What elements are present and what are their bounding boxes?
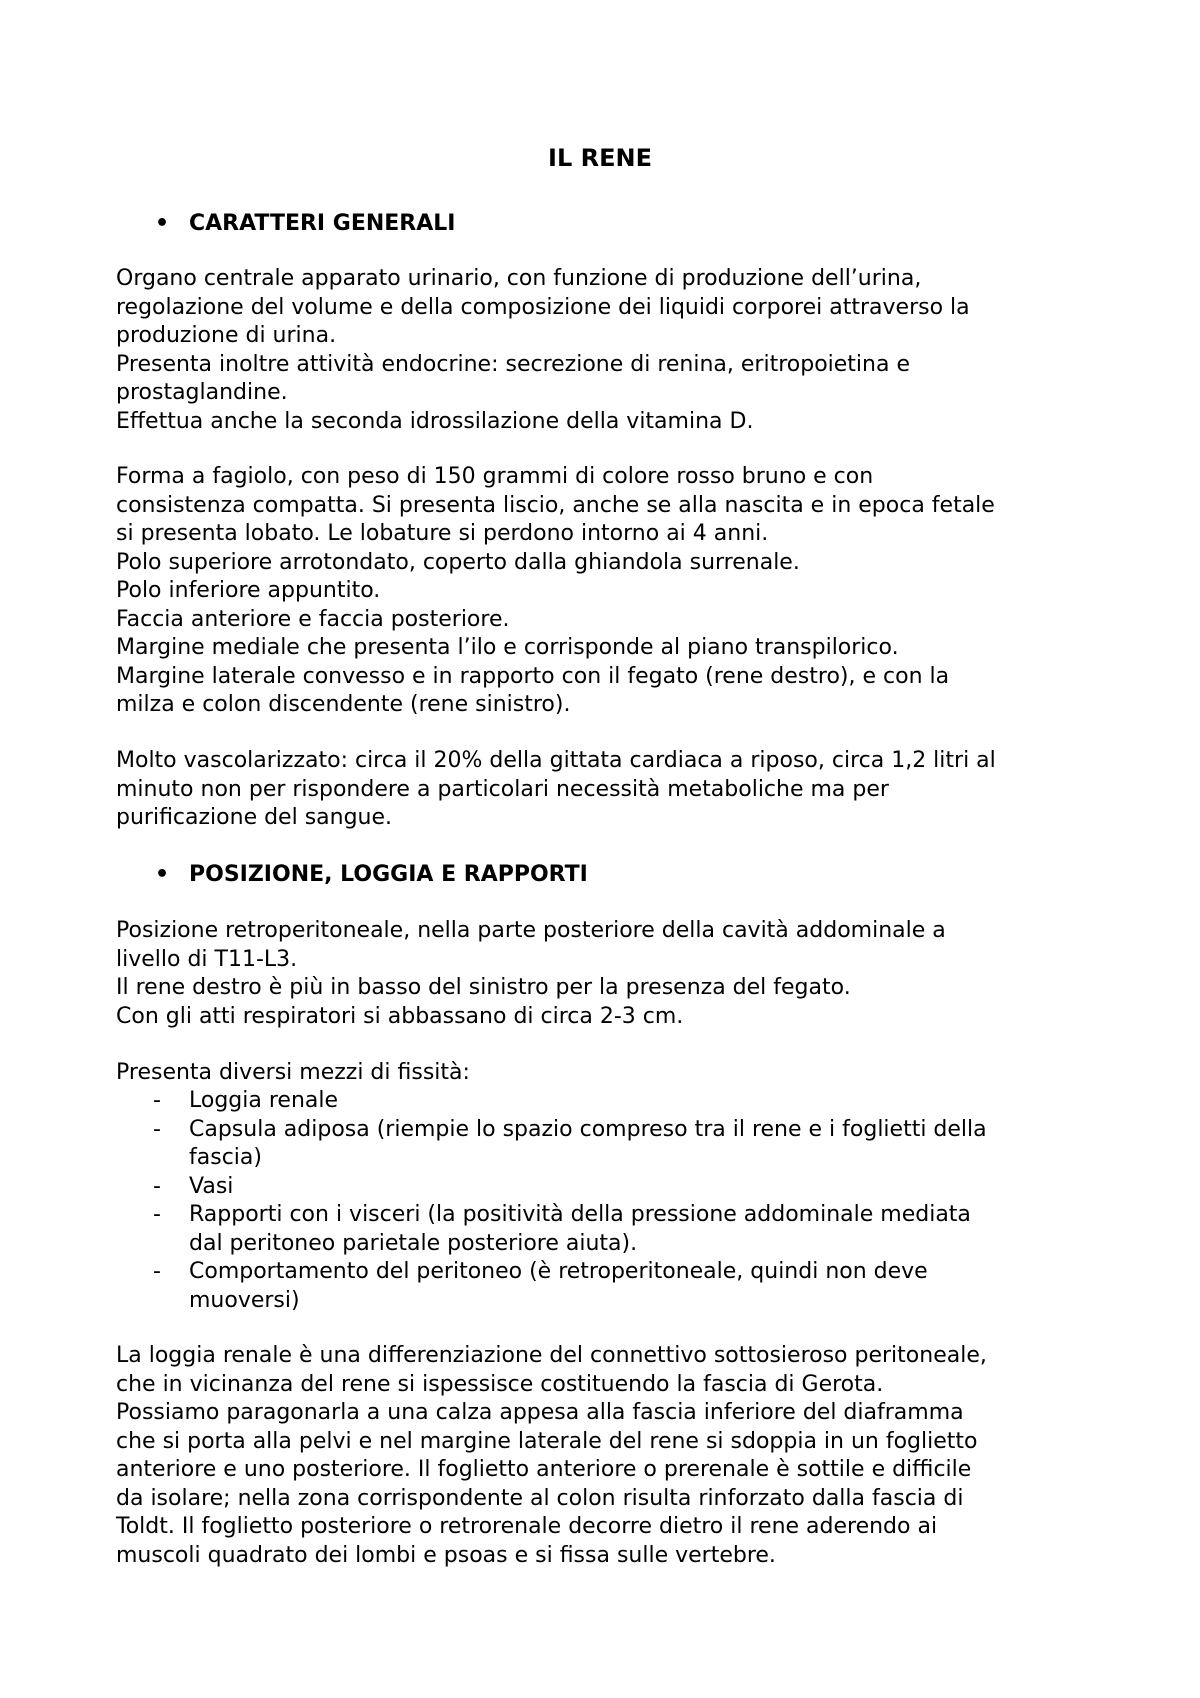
text-line: prostaglandine. xyxy=(116,380,288,405)
list-item-text: Rapporti con i visceri (la positività della pressione addominale mediata xyxy=(189,1202,971,1227)
list-item xyxy=(116,1173,1096,1202)
text-line: minuto non per rispondere a particolari necessità metaboliche ma per xyxy=(116,776,889,802)
text-line: purificazione del sangue. xyxy=(116,805,393,830)
text-line: produzione di urina. xyxy=(116,323,337,348)
paragraph xyxy=(116,265,1096,436)
dash-marker: - xyxy=(153,1173,161,1199)
section-heading-label: POSIZIONE, LOGGIA E RAPPORTI xyxy=(189,862,588,887)
list-item xyxy=(116,1087,1096,1116)
text-line: Forma a fagiolo, con peso di 150 grammi di colore rosso bruno e con xyxy=(116,464,874,489)
text-line: si presenta lobato. Le lobature si perdono intorno ai 4 anni. xyxy=(116,521,769,546)
section-heading-label: CARATTERI GENERALI xyxy=(189,211,456,236)
paragraph xyxy=(116,917,1096,1031)
text-line: Presenta diversi mezzi di fissità: xyxy=(116,1060,470,1085)
text-line: anteriore e uno posteriore. Il foglietto anteriore o prerenale è sottile e difficile xyxy=(116,1457,972,1482)
list-item-text: fascia) xyxy=(189,1145,262,1170)
text-line: Faccia anteriore e faccia posteriore. xyxy=(116,606,510,632)
text-line: La loggia renale è una differenziazione del connettivo sottosieroso peritoneale, xyxy=(116,1343,987,1368)
text-line: Effettua anche la seconda idrossilazione della vitamina D. xyxy=(116,408,754,434)
text-line: che si porta alla pelvi e nel margine laterale del rene si sdoppia in un foglietto xyxy=(116,1428,978,1454)
list-item-text: Vasi xyxy=(189,1173,234,1199)
list-item-text: dal peritoneo parietale posteriore aiuta). xyxy=(189,1230,638,1256)
dash-marker: - xyxy=(153,1088,161,1113)
document-title: IL RENE xyxy=(548,144,652,172)
paragraph xyxy=(116,747,1096,833)
bullet-icon: • xyxy=(154,211,170,236)
paragraph xyxy=(116,1342,1096,1570)
paragraph xyxy=(116,1059,1096,1088)
dash-marker: - xyxy=(153,1259,161,1284)
text-line: Presenta inoltre attività endocrine: secrezione di renina, eritropoietina e xyxy=(116,351,910,377)
text-line: muscoli quadrato dei lombi e psoas e si fissa sulle vertebre. xyxy=(116,1542,776,1568)
text-line: Organo centrale apparato urinario, con funzione di produzione dell’urina, xyxy=(116,266,922,291)
list-item xyxy=(116,1201,1096,1258)
fixation-means-list xyxy=(116,1087,1096,1315)
dash-marker: - xyxy=(153,1116,161,1142)
text-line: Posizione retroperitoneale, nella parte posteriore della cavità addominale a xyxy=(116,918,946,943)
list-item-text: Comportamento del peritoneo (è retroperitoneale, quindi non deve xyxy=(189,1259,928,1284)
text-line: Con gli atti respiratori si abbassano di circa 2-3 cm. xyxy=(116,1003,684,1029)
dash-marker: - xyxy=(153,1202,161,1227)
text-line: milza e colon discendente (rene sinistro). xyxy=(116,692,571,717)
paragraph xyxy=(116,463,1096,720)
list-item-text: muoversi) xyxy=(189,1287,300,1313)
text-line: Toldt. Il foglietto posteriore o retrorenale decorre dietro il rene aderendo ai xyxy=(116,1514,938,1539)
text-line: regolazione del volume e della composizione dei liquidi corporei attraverso la xyxy=(116,294,970,320)
list-item-text: Loggia renale xyxy=(189,1088,339,1113)
list-item xyxy=(116,1258,1096,1315)
bullet-icon: • xyxy=(154,862,170,887)
text-line: Polo superiore arrotondato, coperto dalla ghiandola surrenale. xyxy=(116,549,800,575)
text-line: Molto vascolarizzato: circa il 20% della gittata cardiaca a riposo, circa 1,2 litri al xyxy=(116,748,996,773)
text-line: livello di T11-L3. xyxy=(116,946,298,972)
text-line: consistenza compatta. Si presenta liscio, anche se alla nascita e in epoca fetale xyxy=(116,492,995,518)
list-item-text: Capsula adiposa (riempie lo spazio compreso tra il rene e i foglietti della xyxy=(189,1116,987,1142)
text-line: da isolare; nella zona corrispondente al colon risulta rinforzato dalla fascia di xyxy=(116,1485,964,1511)
text-line: Polo inferiore appuntito. xyxy=(116,578,381,603)
text-line: che in vicinanza del rene si ispessisce costituendo la fascia di Gerota. xyxy=(116,1371,884,1397)
text-line: Possiamo paragonarla a una calza appesa alla fascia inferiore del diaframma xyxy=(116,1400,964,1425)
list-item xyxy=(116,1116,1096,1173)
text-line: Il rene destro è più in basso del sinistro per la presenza del fegato. xyxy=(116,975,851,1000)
text-line: Margine mediale che presenta l’ilo e corrisponde al piano transpilorico. xyxy=(116,635,899,660)
text-line: Margine laterale convesso e in rapporto con il fegato (rene destro), e con la xyxy=(116,663,950,689)
